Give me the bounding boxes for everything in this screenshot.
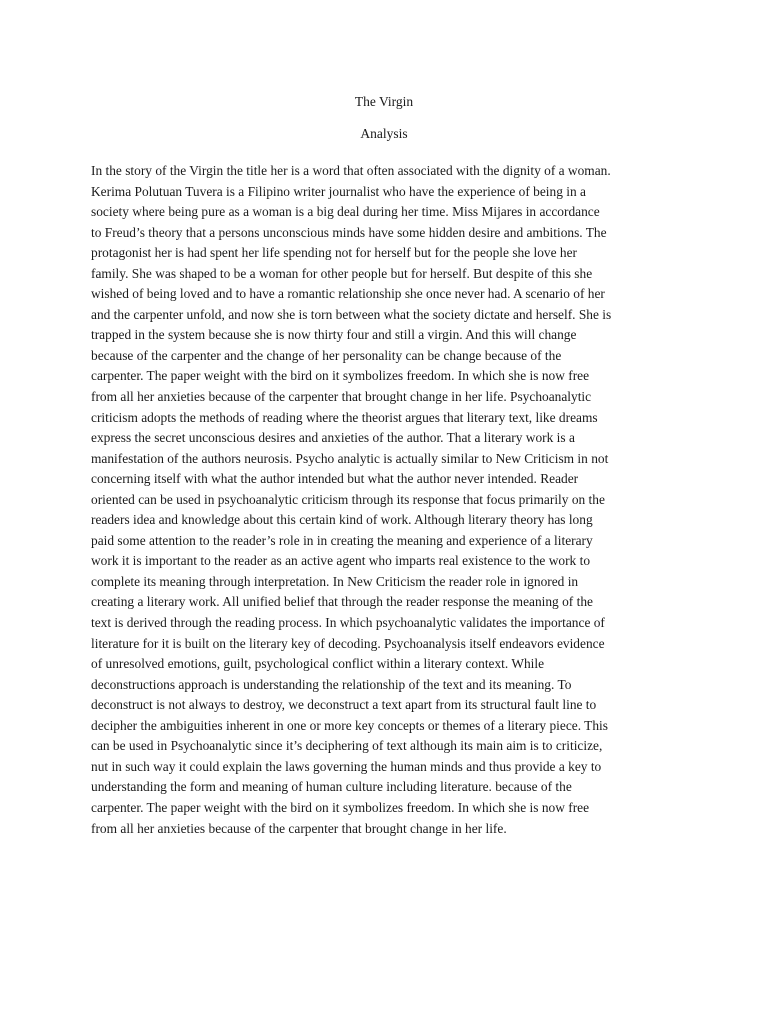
text-line: In the story of the Virgin the title her is a word that often associated with the dignity of a woman. xyxy=(91,163,611,178)
text-line: decipher the ambiguities inherent in one or more key concepts or themes of a literary piece. This xyxy=(91,717,608,733)
text-line: society where being pure as a woman is a big deal during her time. Miss Mijares in accordance xyxy=(91,204,600,220)
text-line: Kerima Polutuan Tuvera is a Filipino writer journalist who have the experience of being in a xyxy=(91,183,586,199)
text-line: trapped in the system because she is now thirty four and still a virgin. And this will change xyxy=(91,327,577,343)
text-line: complete its meaning through interpretation. In New Criticism the reader role in ignored in xyxy=(91,573,579,589)
text-line: express the secret unconscious desires and anxieties of the author. That a literary work is a xyxy=(91,430,575,446)
text-line: can be used in Psychoanalytic since it’s deciphering of text although its main aim is to criticize, xyxy=(91,738,603,754)
text-line: from all her anxieties because of the carpenter that brought change in her life. xyxy=(91,820,507,836)
text-line: literature for it is built on the literary key of decoding. Psychoanalysis itself endeavors evidence xyxy=(91,635,605,651)
text-line: because of the carpenter and the change of her personality can be change because of the xyxy=(91,347,562,363)
document-subtitle: Analysis xyxy=(360,126,408,141)
text-line: family. She was shaped to be a woman for other people but for herself. But despite of this she xyxy=(91,265,593,281)
text-line: deconstruct is not always to destroy, we deconstruct a text apart from its structural fault line to xyxy=(91,697,597,713)
text-line: nut in such way it could explain the laws governing the human minds and thus provide a key to xyxy=(91,758,602,774)
text-line: protagonist her is had spent her life spending not for herself but for the people she love her xyxy=(91,245,578,261)
text-line: of unresolved emotions, guilt, psychological conflict within a literary context. While xyxy=(91,656,545,672)
text-line: carpenter. The paper weight with the bird on it symbolizes freedom. In which she is now free xyxy=(91,799,590,815)
text-line: understanding the form and meaning of human culture including literature. because of the xyxy=(91,779,572,795)
text-line: readers idea and knowledge about this certain kind of work. Although literary theory has long xyxy=(91,512,593,528)
text-line: oriented can be used in psychoanalytic criticism through its response that focus primarily on the xyxy=(91,491,605,507)
text-line: text is derived through the reading process. In which psychoanalytic validates the importance of xyxy=(91,615,605,631)
text-line: work it is important to the reader as an active agent who imparts real existence to the work to xyxy=(91,553,591,569)
body-paragraph xyxy=(91,161,691,839)
text-line: deconstructions approach is understanding the relationship of the text and its meaning. To xyxy=(91,676,572,692)
document-title: The Virgin xyxy=(354,94,414,109)
text-line: wished of being loved and to have a romantic relationship she once never had. A scenario of her xyxy=(91,286,605,302)
text-line: concerning itself with what the author intended but what the author never intended. Reader xyxy=(91,471,579,487)
text-line: paid some attention to the reader’s role in in creating the meaning and experience of a literary xyxy=(91,532,593,548)
text-line: manifestation of the authors neurosis. Psycho analytic is actually similar to New Criticism in not xyxy=(91,450,609,466)
text-line: creating a literary work. All unified belief that through the reader response the meaning of the xyxy=(91,594,593,610)
text-line: to Freud’s theory that a persons unconscious minds have some hidden desire and ambitions. The xyxy=(91,224,607,240)
text-line: carpenter. The paper weight with the bird on it symbolizes freedom. In which she is now free xyxy=(91,368,590,384)
text-line: from all her anxieties because of the carpenter that brought change in her life. Psychoanalytic xyxy=(91,389,592,405)
text-line: criticism adopts the methods of reading where the theorist argues that literary text, like dreams xyxy=(91,409,598,425)
text-line: and the carpenter unfold, and now she is torn between what the society dictate and herself. She is xyxy=(91,306,612,322)
